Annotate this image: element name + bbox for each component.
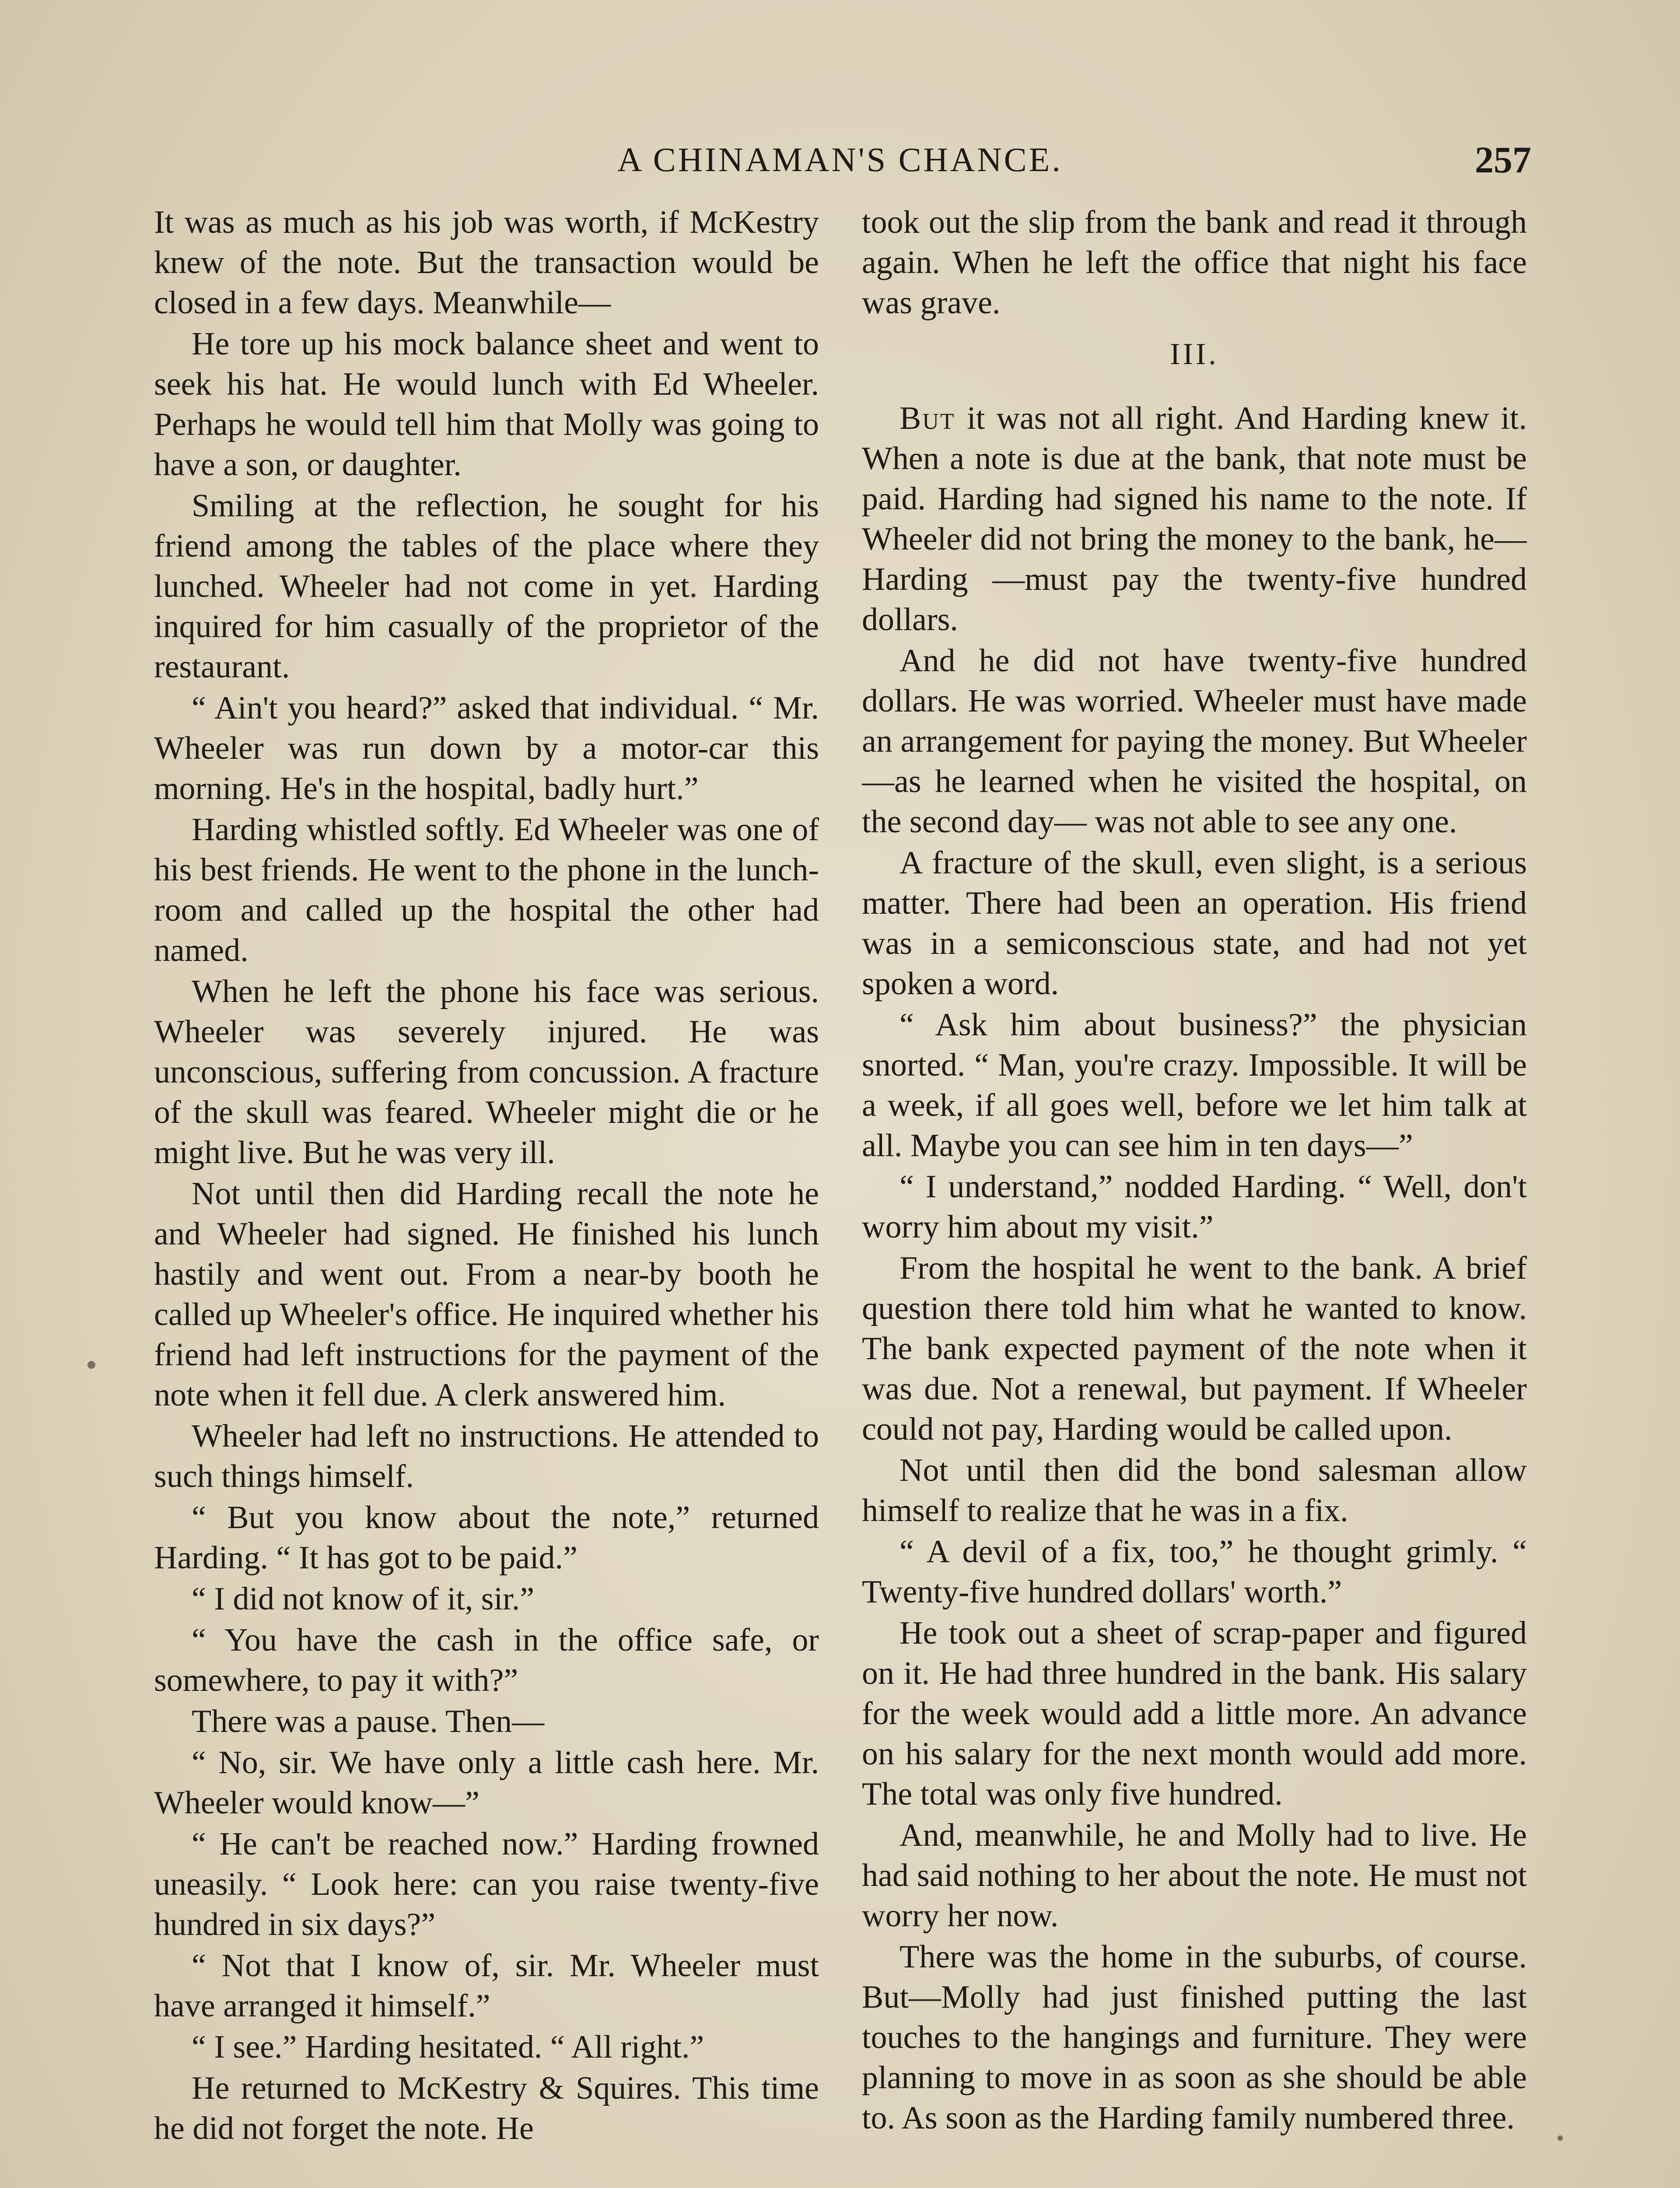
section-opening-paragraph <box>862 398 1527 640</box>
paragraph: “ But you know about the note,” returned Harding. “ It has got to be paid.” <box>154 1500 819 1576</box>
opening-word: But <box>900 400 956 436</box>
page-header <box>149 131 1531 188</box>
paragraph: “ I did not know of it, sir.” <box>192 1581 535 1617</box>
page-number: 257 <box>1475 139 1531 181</box>
paragraph: “ He can't be reached now.” Harding frowned uneasily. “ Look here: can you raise twenty-five hundred in six days?” <box>154 1826 819 1943</box>
paragraph: And, meanwhile, he and Molly had to live. He had said nothing to her about the note. He must not worry her now. <box>862 1817 1527 1934</box>
paragraph: A fracture of the skull, even slight, is a serious matter. There had been an operation. His friend was in a semiconscious state, and had not yet spoken a word. <box>862 845 1527 1002</box>
paragraph: “ A devil of a fix, too,” he thought grimly. “ Twenty-five hundred dollars' worth.” <box>862 1534 1527 1610</box>
paragraph: Smiling at the reflection, he sought for his friend among the tables of the place where they lunched. Wheeler had not come in yet. Harding inquired for him casually of the proprietor of the restaurant. <box>154 488 819 685</box>
running-title: A CHINAMAN'S CHANCE. <box>617 140 1063 179</box>
paragraph: “ I understand,” nodded Harding. “ Well, don't worry him about my visit.” <box>862 1169 1527 1245</box>
continued-paragraph: took out the slip from the bank and read it through again. When he left the office that night his face was grave. <box>862 204 1527 321</box>
paragraph: Wheeler had left no instructions. He attended to such things himself. <box>154 1418 819 1494</box>
paragraph: When he left the phone his face was serious. Wheeler was severely injured. He was unconscious, suffering from concussion. A fracture of the skull was feared. Wheeler might die or he might live. But he was very ill. <box>154 974 819 1171</box>
paragraph: Harding whistled softly. Ed Wheeler was one of his best friends. He went to the phone in the lunch-room and called up the hospital the other had named. <box>154 812 819 968</box>
paragraph: Not until then did the bond salesman allow himself to realize that he was in a fix. <box>862 1452 1527 1529</box>
paragraph: There was a pause. Then— <box>192 1704 545 1739</box>
paragraph: He tore up his mock balance sheet and went to seek his hat. He would lunch with Ed Wheeler. Perhaps he would tell him that Molly was going to have a son, or daughter. <box>154 326 819 483</box>
paragraph: “ Not that I know of, sir. Mr. Wheeler must have arranged it himself.” <box>154 1948 819 2024</box>
paper-speck <box>1558 2135 1563 2141</box>
paragraph: It was as much as his job was worth, if McKestry knew of the note. But the transaction would be closed in a few days. Meanwhile— <box>154 204 819 321</box>
paragraph: There was the home in the suburbs, of course. But—Molly had just finished putting the last touches to the hangings and furniture. They were planning to move in as soon as she should be able to. As soon as the Harding family numbered three. <box>862 1939 1527 2136</box>
paragraph: He returned to McKestry & Squires. This time he did not forget the note. He <box>154 2070 819 2146</box>
left-column <box>154 202 819 2188</box>
paragraph: Not until then did Harding recall the note he and Wheeler had signed. He finished his lunch hastily and went out. From a near-by booth he called up Wheeler's office. He inquired whether his friend had left instructions for the payment of the note when it fell due. A clerk answered him. <box>154 1176 819 1413</box>
paragraph: From the hospital he went to the bank. A brief question there told him what he wanted to know. The bank expected payment of the note when it was due. Not a renewal, but payment. If Wheeler could not pay, Harding would be called upon. <box>862 1250 1527 1447</box>
paragraph: “ No, sir. We have only a little cash here. Mr. Wheeler would know—” <box>154 1745 819 1821</box>
paragraph: “ Ask him about business?” the physician snorted. “ Man, you're crazy. Impossible. It will be a week, if all goes well, before we let him talk at all. Maybe you can see him in ten days—” <box>862 1007 1527 1164</box>
paragraph: And he did not have twenty-five hundred dollars. He was worried. Wheeler must have made an arrangement for paying the money. But Wheeler—as he learned when he visited the hospital, on the second day— was not able to see any one. <box>862 643 1527 840</box>
paper-speck <box>88 1361 95 1369</box>
right-column <box>862 202 1527 2188</box>
section-heading: III. <box>1170 337 1219 371</box>
paragraph: “ I see.” Harding hesitated. “ All right.” <box>192 2029 704 2065</box>
opening-text: it was not all right. And Harding knew it. When a note is due at the bank, that note must be paid. Harding had signed his name to the note. If Wheeler did not bring the money to the bank, he—Harding —must pay the twenty-five hundred dollars. <box>862 400 1527 638</box>
paragraph: “ You have the cash in the office safe, or somewhere, to pay it with?” <box>154 1622 819 1698</box>
paragraph: He took out a sheet of scrap-paper and figured on it. He had three hundred in the bank. His salary for the week would add a little more. An advance on his salary for the next month would add more. The total was only five hundred. <box>862 1615 1527 1812</box>
paragraph: “ Ain't you heard?” asked that individual. “ Mr. Wheeler was run down by a motor-car this morning. He's in the hospital, badly hurt.” <box>154 690 819 806</box>
